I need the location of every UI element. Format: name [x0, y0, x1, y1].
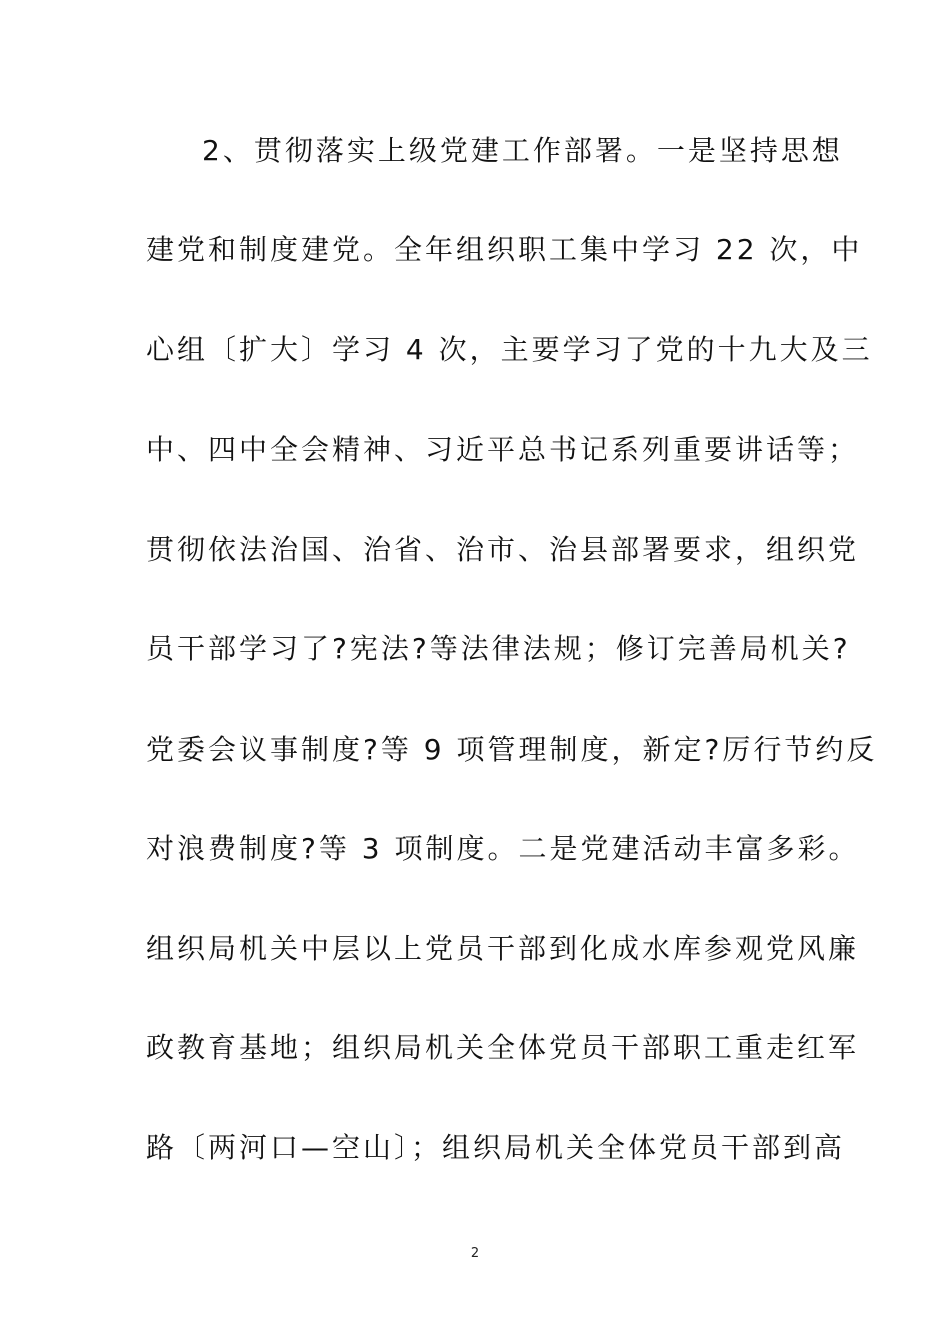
paragraph-line-11: 路〔两河口—空山〕；组织局机关全体党员干部到高 [146, 1131, 846, 1164]
paragraph-line-7: 党委会议事制度?等 9 项管理制度，新定?厉行节约反 [146, 733, 878, 766]
paragraph-line-4: 中、四中全会精神、习近平总书记系列重要讲话等； [146, 433, 860, 466]
paragraph-line-8: 对浪费制度?等 3 项制度。二是党建活动丰富多彩。 [146, 832, 860, 865]
paragraph-line-6: 员干部学习了?宪法?等法律法规；修订完善局机关? [146, 632, 851, 665]
paragraph-line-3: 心组〔扩大〕学习 4 次，主要学习了党的十九大及三 [146, 333, 873, 366]
paragraph-line-9: 组织局机关中层以上党员干部到化成水库参观党风廉 [146, 932, 860, 965]
page-number: 2 [470, 1246, 480, 1261]
paragraph-line-1: 2、贯彻落实上级党建工作部署。一是坚持思想 [202, 134, 843, 167]
paragraph-line-5: 贯彻依法治国、治省、治市、治县部署要求，组织党 [146, 533, 860, 566]
paragraph-line-2: 建党和制度建党。全年组织职工集中学习 22 次，中 [146, 233, 863, 266]
paragraph-line-10: 政教育基地；组织局机关全体党员干部职工重走红军 [146, 1031, 860, 1064]
